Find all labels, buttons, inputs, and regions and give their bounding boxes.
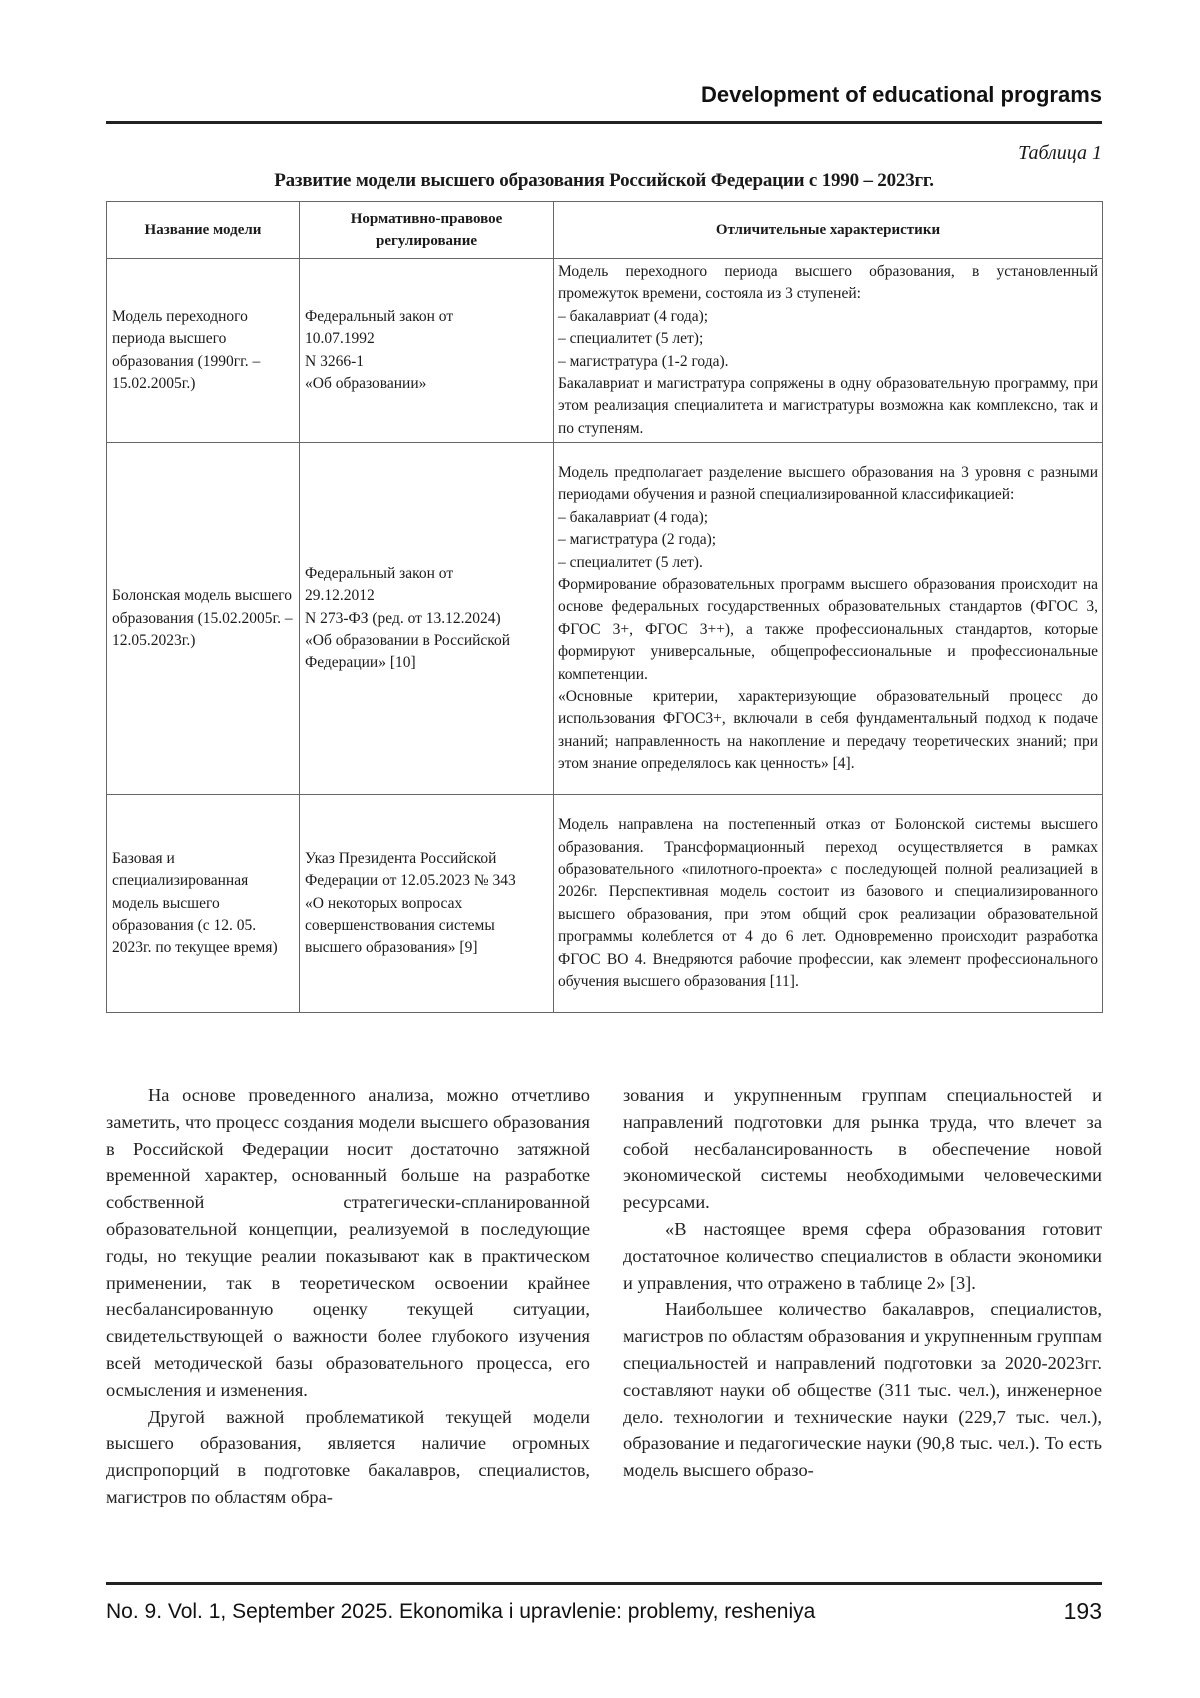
- characteristics-cell: Модель предполагает разделение высшего образования на 3 уровня с разными периодами обучения и разной специализированной классификацией: – бакалавриат (4 года); – магистратура (2 года); – специалитет (5 лет). Формирование образовательных программ высшего образования происходит на основе федеральных государственных образовательных стандартов (ФГОС 3, ФГОС 3+, ФГОС 3++), а также профессиональных стандартов, которые формируют универсальные, общепрофессиональные и профессиональные компетенции. «Основные критерии, характеризующие образовательный процесс до использования ФГОС3+, включали в себя фундаментальный подход к подаче знаний; направленность на накопление и передачу теоретических знаний; при этом знание определялось как ценность» [4].: [554, 443, 1103, 795]
- paragraph: Наибольшее количество бакалавров, специалистов, магистров по областям образования и укрупненным группам специальностей и направлений подготовки за 2020-2023гг. составляют науки об обществе (311 тыс. чел.), инженерное дело. технологии и технические науки (229,7 тыс. чел.), образование и педагогические науки (90,8 тыс. чел.). То есть модель высшего образо-: [623, 1299, 1102, 1481]
- header-divider: [106, 121, 1102, 124]
- footer-divider: [106, 1582, 1102, 1585]
- table-row: [107, 443, 1103, 795]
- paragraph: «В настоящее время сфера образования готовит достаточное количество специалистов в области экономики и управления, что отражено в таблице 2» [3].: [623, 1218, 1102, 1293]
- body-column-left: [106, 1082, 590, 1511]
- regulation-cell: Федеральный закон от 29.12.2012 N 273-ФЗ (ред. от 13.12.2024) «Об образовании в Российской Федерации» [10]: [300, 443, 554, 795]
- characteristics-cell: Модель переходного периода высшего образования, в установленный промежуток времени, состояла из 3 ступеней: – бакалавриат (4 года); – специалитет (5 лет); – магистратура (1-2 года). Бакалавриат и магистратура сопряжены в одну образовательную программу, при этом реализация специалитета и магистратуры возможна как комплексно, так и по ступеням.: [554, 259, 1103, 443]
- table-title: Развитие модели высшего образования Российской Федерации с 1990 – 2023гг.: [274, 170, 934, 191]
- paragraph: Другой важной проблематикой текущей модели высшего образования, является наличие огромных диспропорций в подготовке бакалавров, специалистов, магистров по областям обра-: [106, 1406, 590, 1507]
- page-number: 193: [1063, 1598, 1102, 1624]
- body-column-right: [623, 1082, 1102, 1484]
- column-header-characteristics: Отличительные характеристики: [554, 202, 1103, 259]
- model-name-cell: Болонская модель высшего образования (15.02.2005г. – 12.05.2023г.): [107, 443, 300, 795]
- characteristics-cell: Модель направлена на постепенный отказ от Болонской системы высшего образования. Трансформационный переход осуществляется в рамках образовательного «пилотного-проекта» с последующей полной реализацией в 2026г. Перспективная модель состоит из базового и специализированного высшего образования, при этом общий срок реализации образовательной программы колеблется от 4 до 6 лет. Одновременно происходит разработка ФГОС ВО 4. Внедряются рабочие профессии, как элемент профессионального обучения высшего образования [11].: [554, 795, 1103, 1013]
- paragraph: На основе проведенного анализа, можно отчетливо заметить, что процесс создания модели высшего образования в Российской Федерации носит достаточно затяжной временной характер, основанный больше на разработке собственной стратегически-спланированной образовательной концепции, реализуемой в последующие годы, но текущие реалии показывают как в практическом применении, так в теоретическом освоении крайнее несбалансированную оценку текущей ситуации, свидетельствующей о важности более глубокого изучения всей методической базы образовательного процесса, его осмысления и изменения.: [106, 1085, 590, 1400]
- regulation-cell: Указ Президента Российской Федерации от 12.05.2023 № 343 «О некоторых вопросах совершенствования системы высшего образования» [9]: [300, 795, 554, 1013]
- model-name-cell: Базовая и специализированная модель высшего образования (с 12. 05. 2023г. по текущее время): [107, 795, 300, 1013]
- column-header-regulation: Нормативно-правовое регулирование: [300, 202, 554, 259]
- table-row: [107, 795, 1103, 1013]
- table-row: [107, 259, 1103, 443]
- paragraph-continuation: зования и укрупненным группам специальностей и направлений подготовки для рынка труда, что влечет за собой несбалансированность в обеспечение новой экономической системы необходимыми человеческими ресурсами.: [623, 1085, 1102, 1213]
- regulation-cell: Федеральный закон от 10.07.1992 N 3266-1 «Об образовании»: [300, 259, 554, 443]
- table-header-row: [107, 202, 1103, 259]
- column-header-model-name: Название модели: [107, 202, 300, 259]
- model-name-cell: Модель переходного периода высшего образования (1990гг. – 15.02.2005г.): [107, 259, 300, 443]
- footer-journal-info: No. 9. Vol. 1, September 2025. Ekonomika i upravlenie: problemy, resheniya: [106, 1600, 816, 1623]
- models-table: [106, 201, 1103, 1013]
- running-header: Development of educational programs: [701, 82, 1102, 107]
- table-label: Таблица 1: [1018, 142, 1102, 164]
